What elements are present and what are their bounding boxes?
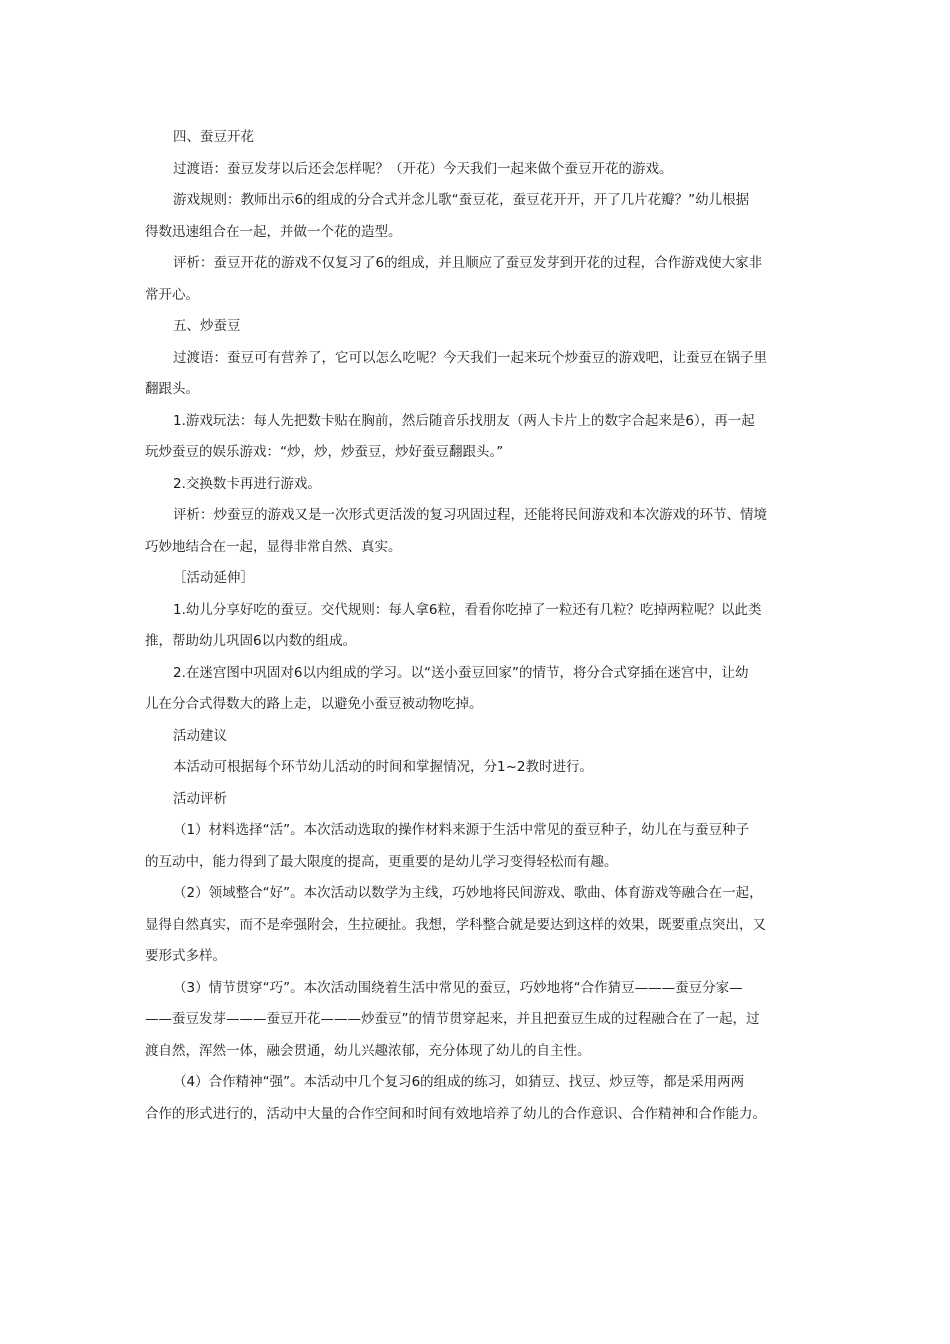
section5-item1 bbox=[145, 406, 810, 469]
line: 翻跟头。 bbox=[145, 381, 199, 397]
line: 推，帮助幼儿巩固6以内数的组成。 bbox=[145, 633, 357, 649]
line: 1.游戏玩法：每人先把数卡贴在胸前，然后随音乐找朋友（两人卡片上的数字合起来是6），再一起 bbox=[173, 412, 755, 429]
line: 过渡语：蚕豆可有营养了，它可以怎么吃呢？今天我们一起来玩个炒蚕豆的游戏吧，让蚕豆在锅子里 bbox=[173, 349, 767, 366]
section5-analysis bbox=[145, 500, 810, 563]
line: （2）领域整合“好”。本次活动以数学为主线，巧妙地将民间游戏、歌曲、体育游戏等融合在一起， bbox=[173, 885, 763, 901]
section4-transition: 过渡语：蚕豆发芽以后还会怎样呢？（开花）今天我们一起来做个蚕豆开花的游戏。 bbox=[173, 160, 673, 177]
line: 的互动中，能力得到了最大限度的提高，更重要的是幼儿学习变得轻松而有趣。 bbox=[145, 853, 618, 870]
section4-heading: 四、蚕豆开花 bbox=[173, 129, 254, 145]
document-page bbox=[145, 122, 810, 1130]
line: （3）情节贯穿“巧”。本次活动围绕着生活中常见的蚕豆，巧妙地将“合作猜豆———蚕豆分家— bbox=[173, 979, 743, 996]
evaluation-p2 bbox=[145, 878, 810, 973]
suggestion-heading: 活动建议 bbox=[173, 727, 227, 744]
section4-rules bbox=[145, 185, 810, 248]
section5-transition bbox=[145, 343, 810, 406]
line: 游戏规则：教师出示6的组成的分合式并念儿歌“蚕豆花，蚕豆花开开，开了几片花瓣？”幼儿根据 bbox=[173, 192, 750, 208]
line: 巧妙地结合在一起，显得非常自然、真实。 bbox=[145, 538, 402, 555]
suggestion-text: 本活动可根据每个环节幼儿活动的时间和掌握情况，分1~2教时进行。 bbox=[173, 759, 593, 775]
line: 常开心。 bbox=[145, 286, 199, 303]
section5-heading: 五、炒蚕豆 bbox=[173, 318, 241, 334]
section4-analysis bbox=[145, 248, 810, 311]
evaluation-p1 bbox=[145, 815, 810, 878]
section5-item2: 2.交换数卡再进行游戏。 bbox=[173, 475, 321, 492]
line: 得数迅速组合在一起，并做一个花的造型。 bbox=[145, 223, 402, 240]
line: 2.在迷宫图中巩固对6以内组成的学习。以“送小蚕豆回家”的情节，将分合式穿插在迷宫中，让幼 bbox=[173, 664, 749, 681]
line: （1）材料选择“活”。本次活动选取的操作材料来源于生活中常见的蚕豆种子，幼儿在与蚕豆种子 bbox=[173, 822, 750, 838]
extension-item2 bbox=[145, 658, 810, 721]
line: 评析：炒蚕豆的游戏又是一次形式更活泼的复习巩固过程，还能将民间游戏和本次游戏的环节、情境 bbox=[173, 507, 767, 523]
line: 渡自然，浑然一体，融会贯通，幼儿兴趣浓郁，充分体现了幼儿的自主性。 bbox=[145, 1042, 591, 1059]
line: 玩炒蚕豆的娱乐游戏：“炒，炒，炒蚕豆，炒好蚕豆翻跟头。” bbox=[145, 444, 504, 460]
line: 要形式多样。 bbox=[145, 948, 226, 964]
evaluation-heading: 活动评析 bbox=[173, 790, 227, 807]
line: 1.幼儿分享好吃的蚕豆。交代规则：每人拿6粒，看看你吃掉了一粒还有几粒？吃掉两粒呢？以此类 bbox=[173, 601, 762, 618]
extension-heading: ［活动延伸］ bbox=[173, 570, 254, 586]
evaluation-p4 bbox=[145, 1067, 810, 1130]
line: 儿在分合式得数大的路上走，以避免小蚕豆被动物吃掉。 bbox=[145, 696, 483, 712]
line: 显得自然真实，而不是牵强附会，生拉硬扯。我想，学科整合就是要达到这样的效果，既要重点突出，又 bbox=[145, 916, 766, 933]
line: 合作的形式进行的，活动中大量的合作空间和时间有效地培养了幼儿的合作意识、合作精神和合作能力。 bbox=[145, 1105, 766, 1122]
extension-item1 bbox=[145, 595, 810, 658]
evaluation-p3 bbox=[145, 973, 810, 1068]
line: 评析：蚕豆开花的游戏不仅复习了6的组成，并且顺应了蚕豆发芽到开花的过程，合作游戏使大家非 bbox=[173, 255, 763, 271]
line: ——蚕豆发芽———蚕豆开花———炒蚕豆”的情节贯穿起来，并且把蚕豆生成的过程融合在了一起，过 bbox=[145, 1011, 760, 1027]
line: （4）合作精神“强”。本活动中几个复习6的组成的练习，如猜豆、找豆、炒豆等，都是采用两两 bbox=[173, 1074, 745, 1090]
